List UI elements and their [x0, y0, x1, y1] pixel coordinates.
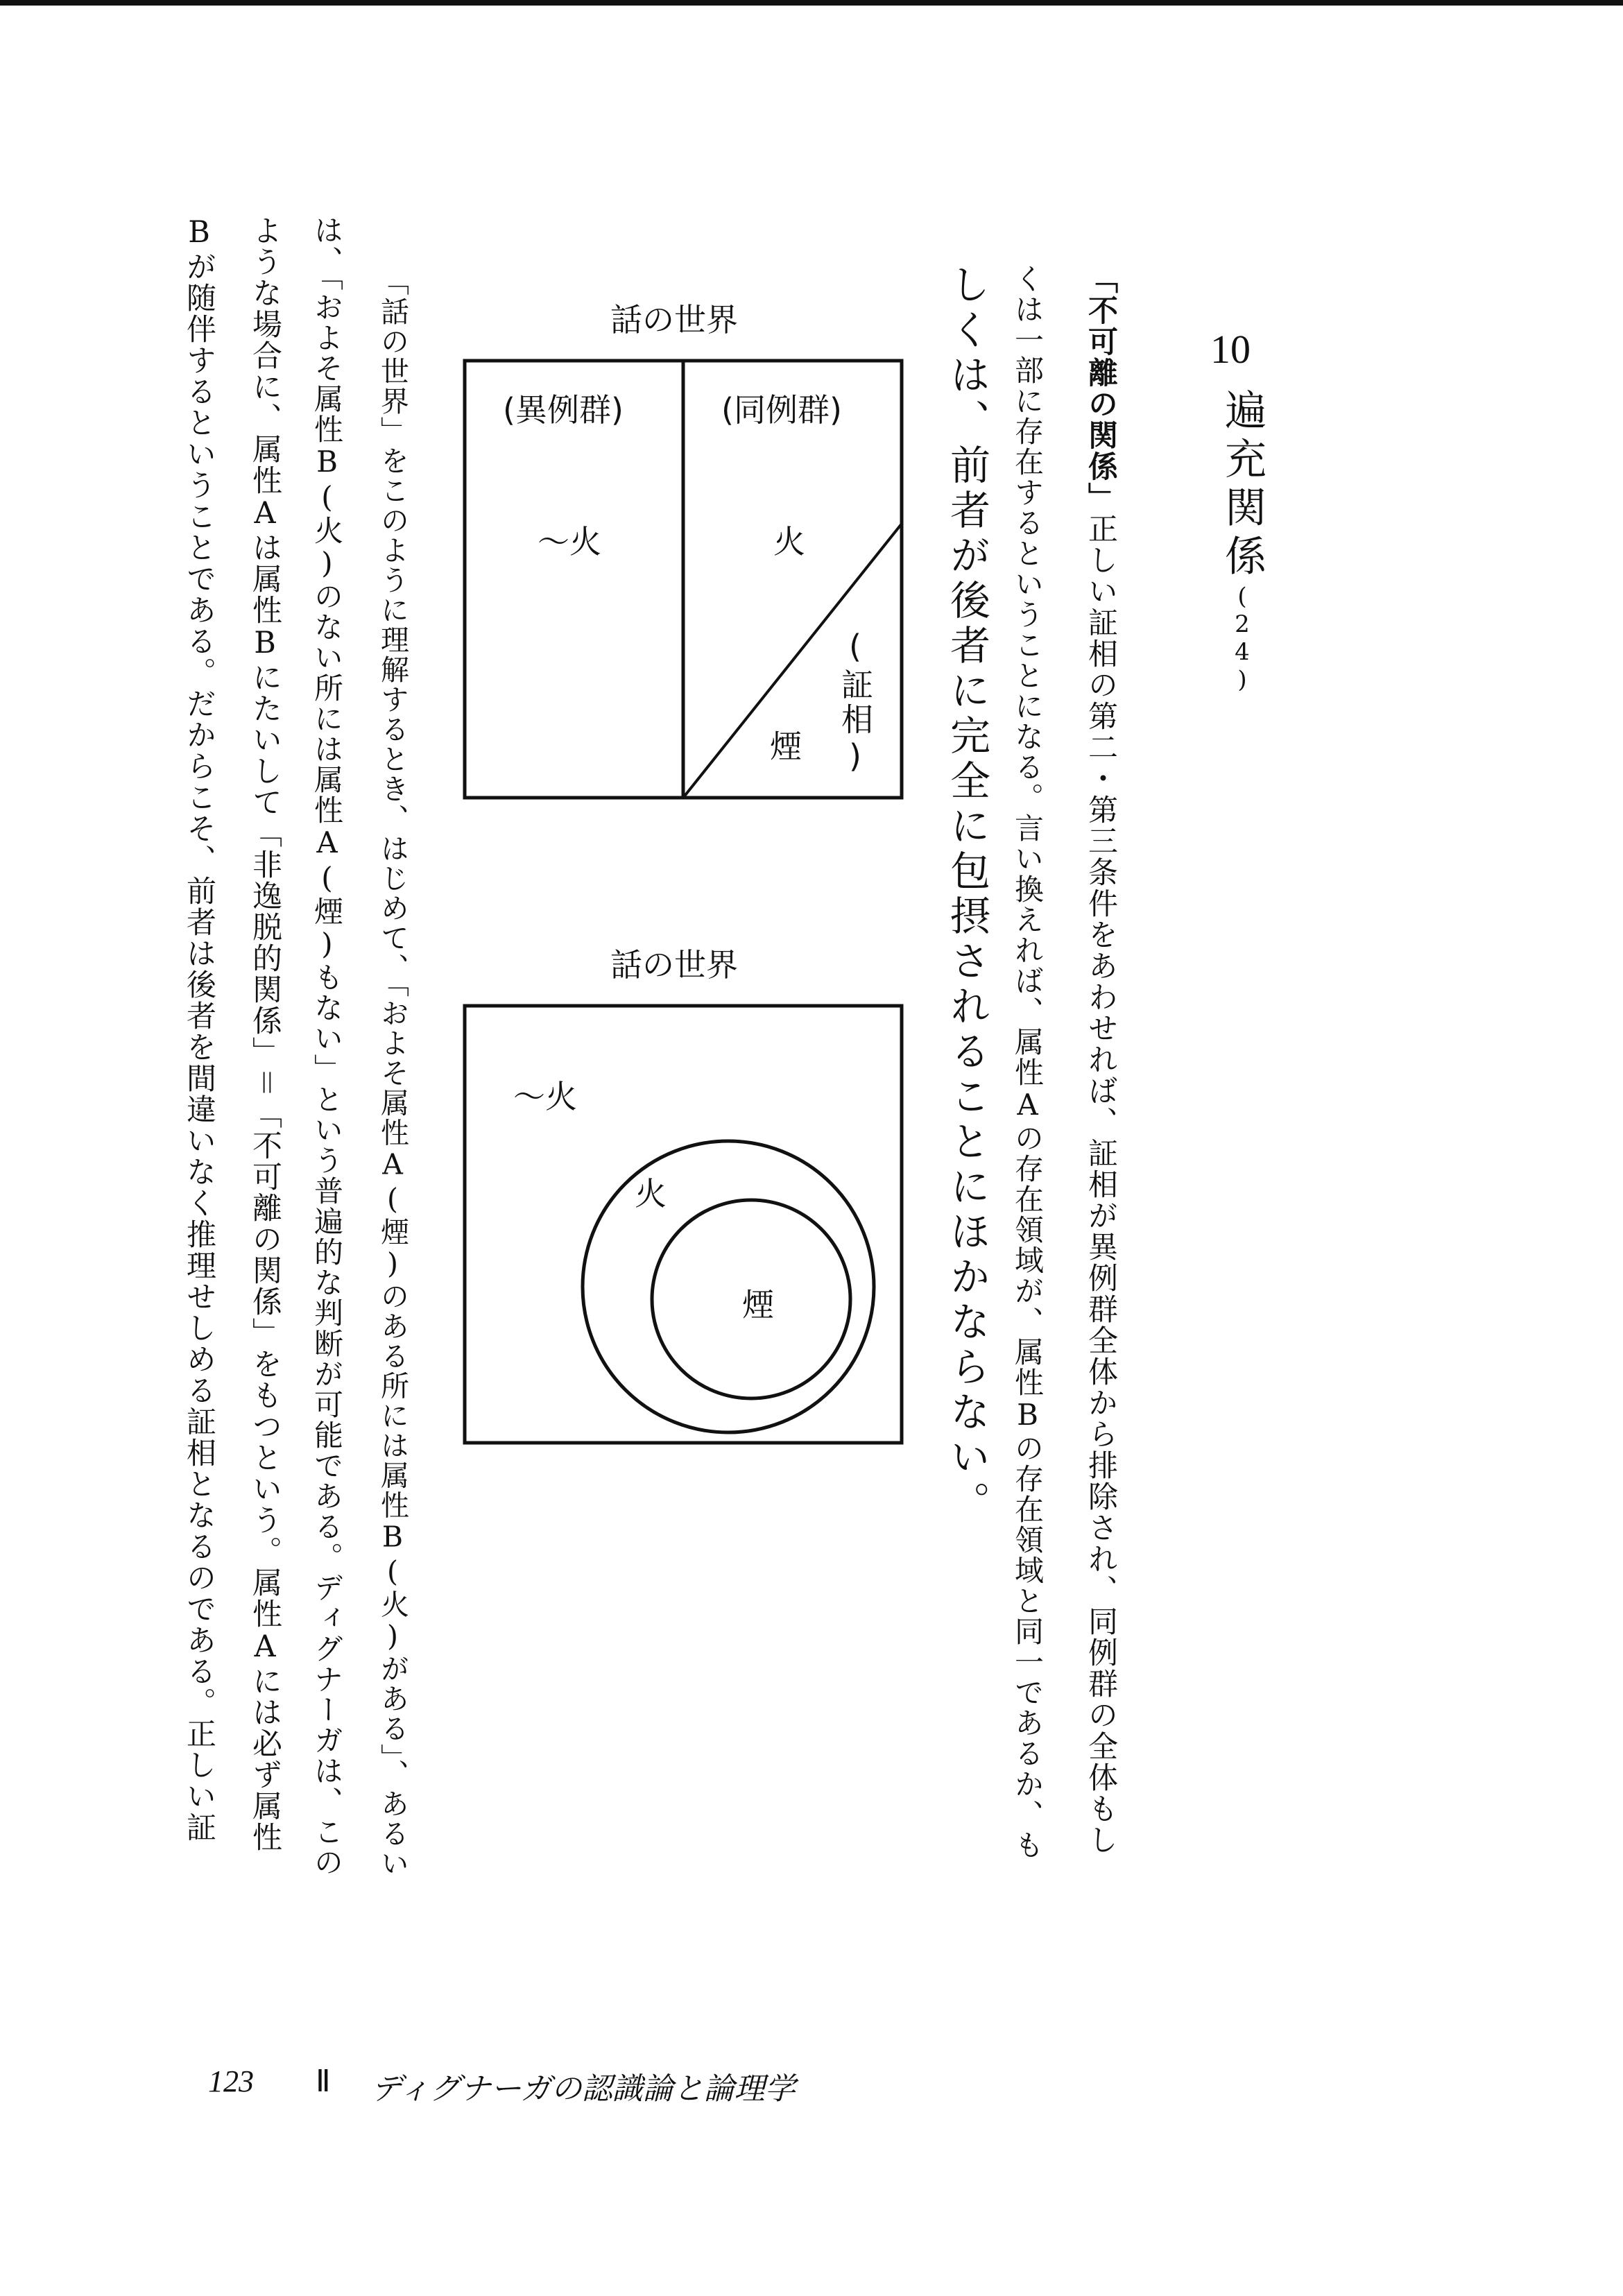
term-inseparable: 「不可離の関係」: [1083, 264, 1118, 513]
paragraph1-line-3: しくは、前者が後者に完全に包摂されることにほかならない。: [943, 264, 990, 1526]
paragraph1-line-1: [1083, 264, 1118, 1856]
paragraph2-line-1: 「話の世界」をこのように理解するとき、はじめて、「およそ属性A(煙)のある所には属性B(火)がある」、あるい: [376, 267, 409, 1878]
paragraph2-line-3: ような場合に、属性Aは属性Bにたいして「非逸脱的関係」＝「不可離の関係」をもつという。属性Aには必ず属性: [248, 215, 282, 1853]
diagram1-dissimilar-label: (異例群): [503, 391, 624, 429]
diagram1-fire: 火: [773, 523, 805, 560]
diagram1-evidence: (証相): [836, 628, 874, 778]
section-number: 10: [1210, 327, 1251, 372]
diagram2-title: 話の世界: [610, 946, 738, 984]
running-head: ディグナーガの認識論と論理学: [371, 2071, 796, 2107]
section-title-text: 遍充関係: [1218, 388, 1266, 583]
part-number: Ⅱ: [316, 2064, 331, 2098]
paragraph1-line-1-text: 正しい証相の第二・第三条件をあわせれば、証相が異例群全体から排除され、同例群の全体もし: [1083, 513, 1118, 1856]
paragraph1-line-2: くは一部に存在するということになる。言い換えれば、属性Aの存在領域が、属性Bの存在領域と同一であるか、も: [1011, 264, 1045, 1860]
diagram2-not-fire: ～火: [513, 1078, 577, 1115]
section-title: [1212, 388, 1272, 694]
diagram1-smoke: 煙: [770, 728, 802, 765]
top-rule: [0, 0, 1623, 6]
page-number: 123: [208, 2064, 254, 2098]
diagram2-fire: 火: [635, 1175, 667, 1213]
paragraph2-line-2: は、「およそ属性B(火)のない所には属性A(煙)もない」という普遍的な判断が可能である。ディグナーガは、この: [310, 215, 344, 1878]
note-reference: (24): [1228, 583, 1256, 694]
diagram2-fire-circle: [583, 1141, 874, 1432]
diagram1-similar-label: (同例群): [721, 391, 842, 429]
diagram1-title: 話の世界: [610, 301, 738, 339]
diagram2-smoke: 煙: [742, 1286, 774, 1323]
diagram2-figure: [458, 999, 909, 1450]
paragraph2-line-4: Bが随伴するということである。だからこそ、前者は後者を間違いなく推理せしめる証相となるのである。正しい証: [182, 215, 216, 1843]
diagram1-not-fire: ～火: [538, 523, 601, 560]
